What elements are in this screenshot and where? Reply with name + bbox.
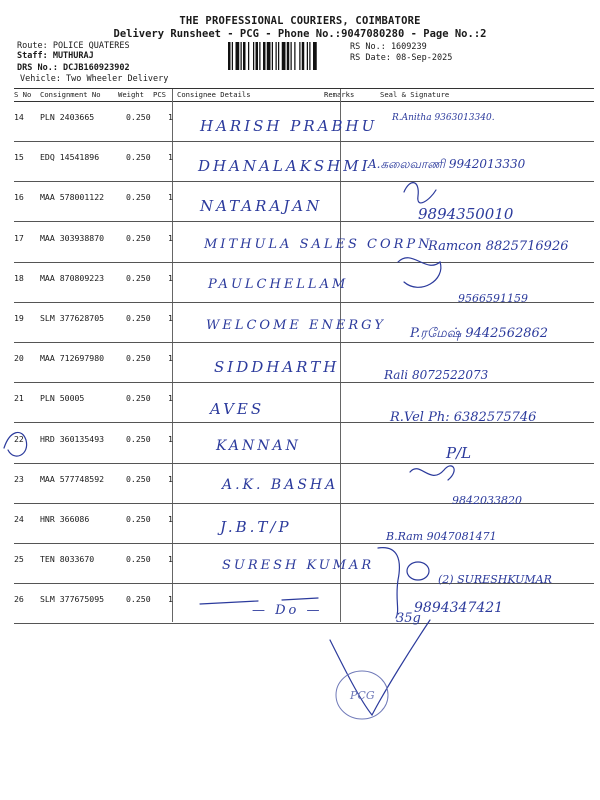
col-remarks: Remarks xyxy=(324,90,355,99)
consignee-handwriting: SURESH KUMAR xyxy=(222,558,375,573)
row-pcs: 1 xyxy=(168,152,173,163)
row-consignment-no: SLM 377628705 xyxy=(40,313,105,323)
row-sno: 16 xyxy=(14,192,24,203)
col-pcs: PCS xyxy=(153,90,166,99)
do-line xyxy=(200,601,258,604)
row-consignment-no: MAA 577748592 xyxy=(40,473,105,484)
col-consignment: Consignment No xyxy=(40,90,101,99)
row-pcs: 1 xyxy=(168,433,173,444)
row-consignment-no: MAA 303938870 xyxy=(40,232,105,243)
signature-stroke xyxy=(398,258,441,288)
row-pcs: 1 xyxy=(168,232,173,243)
recipient-signature: R.Vel Ph: 6382575746 xyxy=(390,410,537,425)
drs-label: DRS No.: DCJB160923902 xyxy=(17,63,130,73)
recipient-signature: (2) SURESHKUMAR xyxy=(438,573,552,586)
row-consignment-no: TEN 8033670 xyxy=(40,554,95,565)
row-sno: 25 xyxy=(14,554,24,565)
recipient-signature: 9894347421 xyxy=(414,600,504,616)
consignee-handwriting: A.K. BASHA xyxy=(222,477,339,493)
consignee-handwriting: AVES xyxy=(210,400,265,418)
row-sno: 19 xyxy=(14,313,24,323)
row-weight: 0.250 xyxy=(126,192,151,203)
consignee-handwriting: MITHULA SALES CORPN xyxy=(204,237,433,252)
consignee-handwriting: PAULCHELLAM xyxy=(208,277,349,292)
row-consignment-no: PLN 50005 xyxy=(40,393,85,404)
consignee-handwriting: HARISH PRABHU xyxy=(200,117,378,135)
row-weight: 0.250 xyxy=(126,353,151,364)
do-line xyxy=(282,598,318,600)
consignee-handwriting: WELCOME ENERGY xyxy=(206,318,386,333)
check-mark xyxy=(330,620,430,715)
recipient-signature: P.ரமேஷ் 9442562862 xyxy=(410,326,549,341)
circled-number xyxy=(407,562,429,580)
row-sno: 15 xyxy=(14,152,24,163)
row-sno: 24 xyxy=(14,514,24,524)
row-sno: 22 xyxy=(14,433,24,444)
row-consignment-no: MAA 712697980 xyxy=(40,353,105,364)
row-weight: 0.250 xyxy=(126,393,151,404)
row-weight: 0.250 xyxy=(126,112,151,122)
row-weight: 0.250 xyxy=(126,313,151,323)
row-sno: 26 xyxy=(14,594,24,605)
row-pcs: 1 xyxy=(168,313,173,323)
row-pcs: 1 xyxy=(168,473,173,484)
signature-stroke xyxy=(404,183,436,203)
col-weight: Weight xyxy=(118,90,144,99)
row-weight: 0.250 xyxy=(126,272,151,283)
row-pcs: 1 xyxy=(168,554,173,565)
row-consignment-no: SLM 377675095 xyxy=(40,594,105,605)
row-consignment-no: EDQ 14541896 xyxy=(40,152,100,163)
staff-label: Staff: MUTHURAJ xyxy=(17,51,94,61)
runsheet-subtitle: Delivery Runsheet - PCG - Phone No.:9047080280 - Page No.:2 xyxy=(113,28,487,40)
consignee-handwriting: J.B.T/P xyxy=(220,518,292,536)
row-pcs: 1 xyxy=(168,272,173,283)
row-pcs: 1 xyxy=(168,514,173,524)
stamp-text: PCG xyxy=(350,689,375,702)
consignee-handwriting: — Do — xyxy=(252,603,323,618)
row-pcs: 1 xyxy=(168,594,173,605)
row-pcs: 1 xyxy=(168,192,173,203)
rs-date: RS Date: 08-Sep-2025 xyxy=(350,53,453,63)
row-weight: 0.250 xyxy=(126,473,151,484)
row-consignment-no: MAA 578001122 xyxy=(40,192,105,203)
row-pcs: 1 xyxy=(168,393,173,404)
recipient-signature: 9894350010 xyxy=(418,205,514,223)
row-weight: 0.250 xyxy=(126,514,151,524)
bracket-mark xyxy=(378,548,399,618)
recipient-signature: 9566591159 xyxy=(458,292,528,305)
row-consignment-no: PLN 2403665 xyxy=(40,112,95,122)
consignee-handwriting: DHANALAKSHMI xyxy=(198,157,371,175)
row-consignment-no: MAA 870809223 xyxy=(40,272,105,283)
row-sno: 20 xyxy=(14,353,24,364)
vehicle-label: Vehicle: Two Wheeler Delivery xyxy=(20,74,169,84)
row-weight: 0.250 xyxy=(126,433,151,444)
row-sno: 21 xyxy=(14,393,24,404)
row-pcs: 1 xyxy=(168,112,173,122)
row-pcs: 1 xyxy=(168,353,173,364)
route-label: Route: POLICE QUATERES xyxy=(17,41,130,51)
tick-mark xyxy=(4,432,27,456)
row-sno: 18 xyxy=(14,272,24,283)
recipient-signature: 9842033820 xyxy=(452,494,522,507)
company-title: THE PROFESSIONAL COURIERS, COIMBATORE xyxy=(179,15,421,27)
consignee-handwriting: NATARAJAN xyxy=(200,197,323,215)
recipient-signature: R.Anitha 9363013340. xyxy=(392,113,495,123)
recipient-signature: Ramcon 8825716926 xyxy=(428,239,569,254)
row-sno: 14 xyxy=(14,112,24,122)
consignee-handwriting: SIDDHARTH xyxy=(214,358,340,376)
row-sno: 17 xyxy=(14,232,24,243)
row-weight: 0.250 xyxy=(126,232,151,243)
col-sno: S No xyxy=(14,90,32,99)
row-sno: 23 xyxy=(14,473,24,484)
col-consignee: Consignee Details xyxy=(177,90,251,99)
row-weight: 0.250 xyxy=(126,594,151,605)
col-seal: Seal & Signature xyxy=(380,90,450,99)
recipient-signature: P/L xyxy=(446,444,472,462)
row-weight: 0.250 xyxy=(126,152,151,163)
recipient-signature: Rali 8072522073 xyxy=(384,368,489,382)
consignee-handwriting: KANNAN xyxy=(216,438,301,454)
recipient-signature: A.கலைவாணி 9942013330 xyxy=(368,157,526,171)
row-weight: 0.250 xyxy=(126,554,151,565)
rs-number: RS No.: 1609239 xyxy=(350,42,427,52)
row-consignment-no: HRD 360135493 xyxy=(40,433,105,444)
signature-stroke xyxy=(410,466,454,480)
row-consignment-no: HNR 366086 xyxy=(40,514,90,524)
recipient-signature: B.Ram 9047081471 xyxy=(386,530,497,543)
margin-note: 35g xyxy=(396,611,421,626)
